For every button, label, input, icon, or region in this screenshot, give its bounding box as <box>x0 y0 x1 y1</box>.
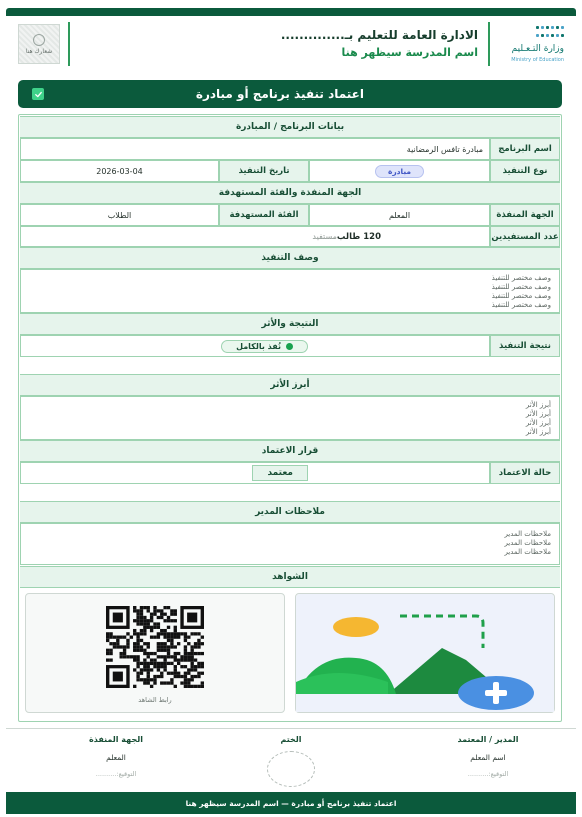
description-line: وصف مختصر للتنفيذ <box>491 283 551 291</box>
execution-date-value: 2026-03-04 <box>20 160 219 182</box>
impact-line: أبرز الأثر <box>525 410 551 418</box>
program-name-label: اسم البرنامج <box>490 138 560 160</box>
manager-signature-line: التوقيع:.......... <box>467 770 509 778</box>
header-divider-left <box>68 22 70 66</box>
ministry-name-ar: وزارة التـعـليم <box>511 44 564 54</box>
impact-line: أبرز الأثر <box>525 401 551 409</box>
signature-stamp <box>221 735 361 744</box>
program-name-value: مبادرة تافس الرمضانية <box>20 138 490 160</box>
execution-type-label: نوع التنفيذ <box>490 160 560 182</box>
manager-title: المدير / المعتمد <box>457 735 519 744</box>
signature-manager <box>418 735 558 778</box>
section-entity-header: الجهة المنفذة والفئة المستهدفة <box>20 182 560 204</box>
section-impact-header: أبرز الأثر <box>20 374 560 396</box>
beneficiaries-label: عدد المستفيدين <box>490 226 560 247</box>
signature-section <box>6 728 576 790</box>
section-result-header: النتيجة والأثر <box>20 313 560 335</box>
logo-seal-icon <box>33 34 45 46</box>
form-title: اعتماد تنفيذ برنامج أو مبادرة <box>195 87 364 101</box>
form-title-banner <box>18 80 562 108</box>
ministry-logo <box>504 24 566 64</box>
approval-status-value <box>20 462 490 484</box>
executor-title: الجهة المنفذة <box>89 735 143 744</box>
header-divider-right <box>488 22 490 66</box>
ministry-logo-mark <box>536 26 564 40</box>
target-group-value: الطلاب <box>20 204 219 226</box>
notes-box <box>20 523 560 565</box>
stamp-title: الختم <box>280 735 302 744</box>
school-logo-placeholder <box>18 24 60 64</box>
signature-executor <box>46 735 186 778</box>
executor-value: المعلم <box>309 204 490 226</box>
stamp-circle <box>267 751 315 787</box>
target-group-label: الفئة المستهدفة <box>219 204 309 226</box>
description-line: وصف مختصر للتنفيذ <box>491 301 551 309</box>
plus-icon <box>456 674 536 712</box>
qr-code-icon <box>106 606 204 688</box>
header-titles <box>281 28 478 59</box>
evidence-image-card[interactable] <box>295 593 555 713</box>
executor-name: المعلم <box>106 753 126 762</box>
approved-badge: معتمد <box>252 465 308 481</box>
notes-line: ملاحظات المدير <box>504 548 551 556</box>
ministry-name-en: Ministry of Education <box>511 57 564 63</box>
result-label: نتيجة التنفيذ <box>490 335 560 357</box>
result-status-badge <box>221 340 308 353</box>
section-evidence-header: الشواهد <box>20 566 560 588</box>
notes-line: ملاحظات المدير <box>504 530 551 538</box>
evidence-qr-card[interactable] <box>25 593 285 713</box>
document-header <box>6 16 576 74</box>
description-line: وصف مختصر للتنفيذ <box>491 274 551 282</box>
section-notes-header: ملاحظات المدير <box>20 501 560 523</box>
beneficiaries-value <box>20 226 490 247</box>
status-dot-icon <box>286 343 293 350</box>
approval-form <box>18 114 562 722</box>
impact-box <box>20 396 560 440</box>
executor-label: الجهة المنفذة <box>490 204 560 226</box>
top-accent-bar <box>6 8 576 16</box>
manager-name: اسم المعلم <box>470 753 506 762</box>
result-value <box>20 335 490 357</box>
beneficiaries-unit: مستفيد <box>312 232 337 241</box>
approval-status-label: حالة الاعتماد <box>490 462 560 484</box>
check-square-icon <box>32 88 44 100</box>
section-decision-header: قرار الاعتماد <box>20 440 560 462</box>
impact-line: أبرز الأثر <box>525 419 551 427</box>
description-box <box>20 269 560 313</box>
impact-line: أبرز الأثر <box>525 428 551 436</box>
department-title: الادارة العامة للتعليم بـ.............. <box>280 28 478 42</box>
notes-line: ملاحظات المدير <box>504 539 551 547</box>
document-footer: اعتماد تنفيذ برنامج أو مبادرة — اسم المدرسة سيظهر هنا <box>6 792 576 814</box>
executor-signature-line: التوقيع:.......... <box>95 770 137 778</box>
initiative-badge: مبادرة <box>375 165 424 178</box>
result-status-text: نُفذ بالكامل <box>236 341 281 351</box>
qr-caption: رابط الشاهد <box>138 696 172 704</box>
execution-date-label: تاريخ التنفيذ <box>219 160 309 182</box>
school-name: اسم المدرسة سيظهر هنا <box>341 46 478 59</box>
section-program-header: بيانات البرنامج / المبادرة <box>20 116 560 138</box>
execution-type-value <box>309 160 490 182</box>
logo-placeholder-text: شعارك هنا <box>25 47 53 55</box>
section-description-header: وصف التنفيذ <box>20 247 560 269</box>
beneficiaries-count: 120 طالب <box>336 231 381 242</box>
description-line: وصف مختصر للتنفيذ <box>491 292 551 300</box>
